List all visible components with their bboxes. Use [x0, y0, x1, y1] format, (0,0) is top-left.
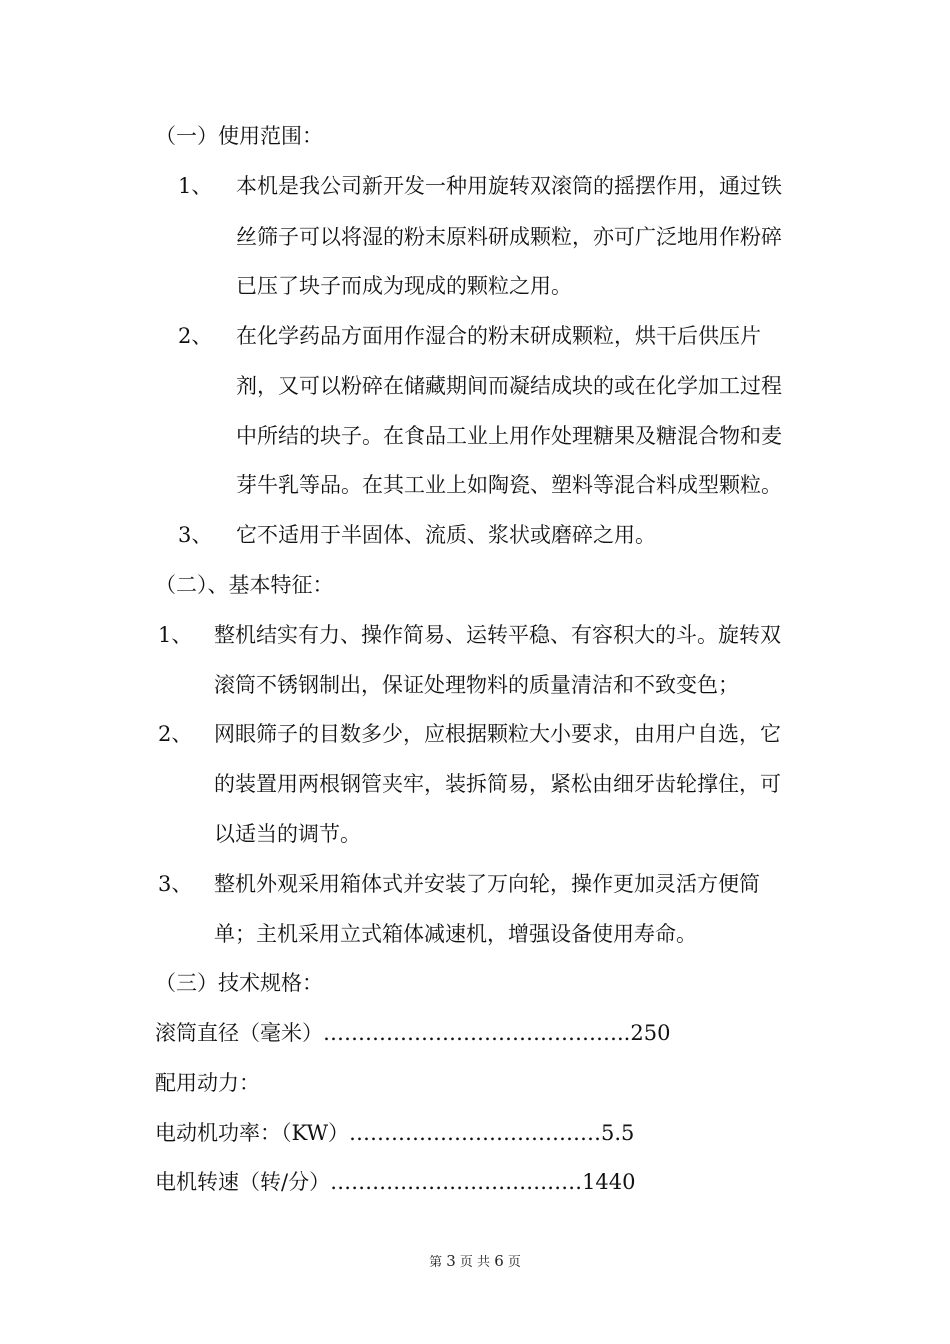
item-text-line: 已压了块子而成为现成的颗粒之用。 [236, 274, 572, 298]
item-number: 1、 [178, 174, 213, 198]
spec-motor-speed: 电机转速（转/分）………………………………1440 [155, 1170, 636, 1194]
item-number: 1、 [158, 623, 193, 647]
item-text-line: 网眼筛子的目数多少，应根据颗粒大小要求，由用户自选，它 [214, 722, 781, 746]
spec-motor-power: 电动机功率：（KW）………………………………5.5 [155, 1121, 635, 1145]
page-footer [0, 1252, 950, 1272]
footer-prefix: 第 [429, 1255, 443, 1270]
item-text-line: 单；主机采用立式箱体减速机，增强设备使用寿命。 [214, 922, 697, 946]
section-heading-basic-features: （二）、基本特征： [155, 573, 334, 597]
spec-power-label: 配用动力： [155, 1071, 260, 1095]
item-text-line: 本机是我公司新开发一种用旋转双滚筒的摇摆作用，通过铁 [236, 174, 782, 198]
current-page-number: 3 [446, 1252, 456, 1270]
total-pages: 6 [494, 1252, 504, 1270]
item-text-line: 以适当的调节。 [214, 822, 361, 846]
item-text-line: 在化学药品方面用作湿合的粉末研成颗粒，烘干后供压片 [236, 324, 761, 348]
item-text-line: 它不适用于半固体、流质、浆状或磨碎之用。 [236, 523, 656, 547]
item-text-line: 丝筛子可以将湿的粉末原料研成颗粒，亦可广泛地用作粉碎 [236, 225, 782, 249]
item-text-line: 的装置用两根钢管夹牢，装拆简易，紧松由细牙齿轮撑住，可 [214, 772, 781, 796]
footer-middle: 页 共 [459, 1255, 491, 1270]
section-heading-tech-specs: （三）技术规格： [155, 971, 323, 995]
item-text-line: 滚筒不锈钢制出，保证处理物料的质量清洁和不致变色； [214, 673, 739, 697]
spec-drum-diameter: 滚筒直径（毫米）……………………………………..250 [155, 1021, 671, 1045]
item-text-line: 中所结的块子。在食品工业上用作处理糖果及糖混合物和麦 [236, 424, 782, 448]
item-number: 2、 [158, 722, 193, 746]
section-heading-usage-scope: （一）使用范围： [155, 124, 323, 148]
item-number: 2、 [178, 324, 213, 348]
item-text-line: 芽牛乳等品。在其工业上如陶瓷、塑料等混合料成型颗粒。 [236, 473, 782, 497]
item-text-line: 整机外观采用箱体式并安装了万向轮，操作更加灵活方便简 [214, 872, 760, 896]
item-number: 3、 [178, 523, 213, 547]
footer-suffix: 页 [507, 1255, 521, 1270]
item-text-line: 剂，又可以粉碎在储藏期间而凝结成块的或在化学加工过程 [236, 374, 782, 398]
item-number: 3、 [158, 872, 193, 896]
item-text-line: 整机结实有力、操作简易、运转平稳、有容积大的斗。旋转双 [214, 623, 781, 647]
